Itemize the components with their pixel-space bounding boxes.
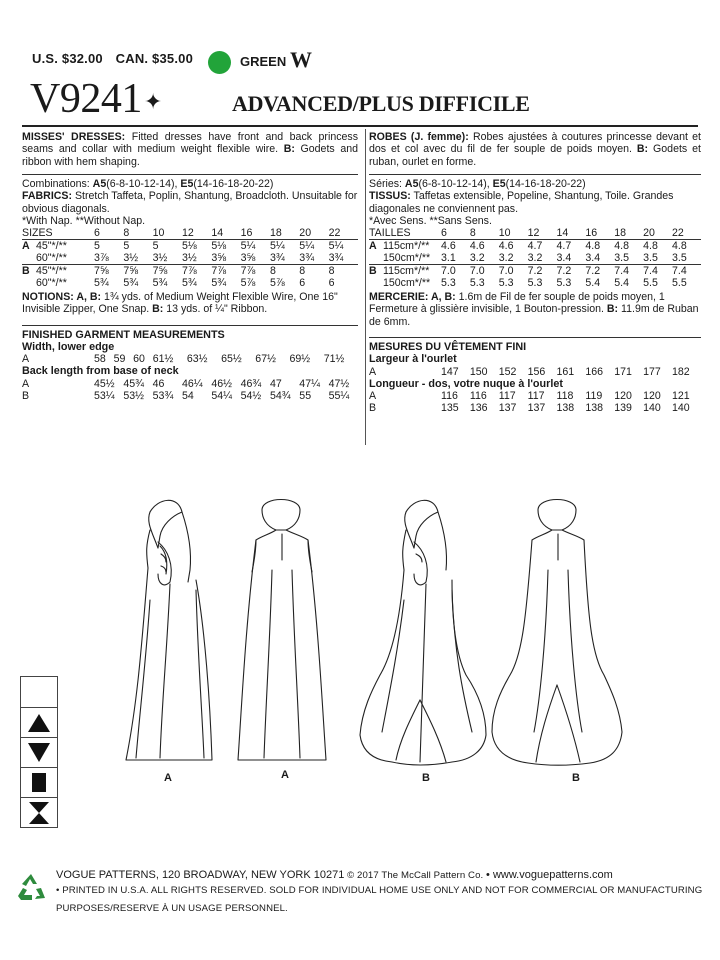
yardage-value: 8 bbox=[329, 265, 358, 278]
yardage-value: 5⅛ bbox=[182, 240, 211, 253]
yardage-value: 5⅛ bbox=[211, 240, 240, 253]
view-letter bbox=[369, 277, 383, 289]
measurement-value: 58 bbox=[94, 353, 106, 366]
fabric-width: 115cm*/** bbox=[383, 265, 441, 278]
copyright: © 2017 The McCall Pattern Co. bbox=[344, 870, 487, 881]
en-fabrics: FABRICS: Stretch Taffeta, Poplin, Shantung, Broadcloth. Unsuitable for obvious diagonals. bbox=[22, 190, 358, 215]
yardage-value: 3½ bbox=[181, 252, 197, 265]
measurement-value: 182 bbox=[672, 365, 690, 378]
yardage-value: 7.2 bbox=[585, 265, 614, 278]
measurement-value: 116 bbox=[441, 389, 458, 402]
yardage-value: 5¾ bbox=[181, 277, 197, 290]
measurement-value: 136 bbox=[469, 401, 488, 414]
french-column bbox=[369, 131, 701, 414]
website-link[interactable]: www.voguepatterns.com bbox=[489, 869, 613, 881]
yardage-value: 3.4 bbox=[556, 252, 572, 265]
size-header: 12 bbox=[527, 227, 540, 240]
measurement-value: 135 bbox=[441, 401, 459, 414]
yardage-value: 3¾ bbox=[299, 252, 315, 265]
yardage-value: 7⅝ bbox=[123, 265, 152, 278]
fr-width-table bbox=[369, 366, 701, 378]
measurement-row bbox=[369, 390, 701, 402]
measurement-value: 137 bbox=[498, 401, 517, 414]
en-width-title: Width, lower edge bbox=[22, 341, 115, 354]
measurement-value: 53¾ bbox=[152, 389, 174, 402]
yardage-value: 4.8 bbox=[614, 240, 643, 253]
measurement-value: 119 bbox=[585, 389, 603, 402]
measurement-value: 65½ bbox=[221, 353, 242, 366]
size-header: 10 bbox=[498, 227, 511, 240]
yardage-value: 5.3 bbox=[469, 277, 485, 290]
fabric-width: 150cm*/** bbox=[383, 252, 431, 265]
footer-printed: • PRINTED IN U.S.A. ALL RIGHTS RESERVED. SOLD FOR INDIVIDUAL HOME USE ONLY AND NOT FOR COMMERCIAL OR MANUFACTURING bbox=[56, 885, 703, 896]
measurement-value: 47¼ bbox=[299, 377, 320, 390]
fabric-width: 60"*/** bbox=[36, 277, 67, 290]
measurement-value: 45½ bbox=[94, 377, 115, 390]
yardage-value: 5.4 bbox=[614, 277, 629, 290]
yardage-value: 3.1 bbox=[441, 252, 456, 265]
view-letter bbox=[369, 252, 383, 265]
measurement-value: 150 bbox=[469, 365, 488, 378]
en-nap-note: *With Nap. **Without Nap. bbox=[22, 214, 146, 227]
fabric-width: 115cm*/** bbox=[383, 240, 441, 253]
measurement-value: 53½ bbox=[123, 389, 144, 402]
en-notions: NOTIONS: A, B: 1¾ yds. of Medium Weight Flexible Wire, One 16" Invisible Zipper, One Snap. B: 13 yds. of ¼" Ribbon. bbox=[22, 291, 338, 316]
view-letter: A bbox=[22, 353, 30, 366]
footer-bullet: • bbox=[486, 869, 490, 881]
measurement-value: 46½ bbox=[211, 377, 232, 390]
pattern-number bbox=[30, 75, 162, 123]
fabric-width: 150cm*/** bbox=[383, 277, 431, 290]
measurement-value: 138 bbox=[585, 401, 604, 414]
dress-b-back-drawing bbox=[492, 500, 622, 766]
yardage-value: 5 bbox=[94, 240, 123, 253]
yardage-value: 8 bbox=[270, 265, 299, 278]
yardage-value: 4.7 bbox=[528, 240, 557, 253]
yardage-value: 3⅝ bbox=[211, 252, 227, 265]
color-name: GREEN bbox=[240, 54, 287, 69]
size-header: 12 bbox=[181, 227, 194, 240]
size-header: 10 bbox=[152, 227, 165, 240]
sizes-label: TAILLES bbox=[369, 227, 411, 240]
yardage-value: 4.8 bbox=[672, 240, 701, 253]
measurement-value: 166 bbox=[585, 365, 604, 378]
measurement-value: 161 bbox=[556, 365, 575, 378]
size-header: 20 bbox=[299, 227, 312, 240]
measurement-value: 152 bbox=[498, 365, 517, 378]
yardage-value: 5¾ bbox=[123, 277, 139, 290]
en-description: MISSES' DRESSES: Fitted dresses have front and back princess seams and collar with medium weight flexible wire. B: Godets and ribbon with hem shaping. bbox=[22, 131, 358, 168]
en-length-table bbox=[22, 378, 358, 402]
yardage-value: 4.6 bbox=[441, 240, 470, 253]
yardage-value: 7⅞ bbox=[182, 265, 211, 278]
yardage-value: 3⅞ bbox=[94, 252, 109, 265]
size-header: 16 bbox=[240, 227, 253, 240]
yardage-value: 4.8 bbox=[585, 240, 614, 253]
header-rule bbox=[22, 125, 698, 127]
en-width-table bbox=[22, 353, 358, 365]
view-letter: B bbox=[22, 389, 30, 402]
en-finished-title: FINISHED GARMENT MEASUREMENTS bbox=[22, 328, 225, 341]
yardage-value: 3.5 bbox=[643, 252, 658, 265]
yardage-row bbox=[22, 265, 358, 278]
yardage-value: 3.4 bbox=[585, 252, 601, 265]
measurement-value: 46¼ bbox=[181, 377, 203, 390]
size-header: 8 bbox=[123, 227, 130, 240]
yardage-value: 7.2 bbox=[557, 265, 586, 278]
publisher-address: VOGUE PATTERNS, 120 BROADWAY, NEW YORK 10271 bbox=[56, 869, 345, 881]
yardage-value: 5¾ bbox=[211, 277, 227, 290]
fabric-width: 45"*/** bbox=[36, 265, 94, 278]
yardage-value: 5¾ bbox=[152, 277, 168, 290]
measurement-value: 54½ bbox=[240, 389, 262, 402]
yardage-value: 8 bbox=[299, 265, 328, 278]
size-header: 6 bbox=[94, 227, 100, 240]
measurement-value: 54¾ bbox=[269, 389, 291, 402]
size-header: 18 bbox=[269, 227, 282, 240]
yardage-value: 3.2 bbox=[469, 252, 485, 265]
fr-nap-note: *Avec Sens. **Sans Sens. bbox=[369, 214, 492, 227]
price-can: CAN. $35.00 bbox=[115, 51, 194, 66]
size-header: 22 bbox=[328, 227, 341, 240]
view-label-b-front: B bbox=[422, 772, 430, 784]
view-letter: A bbox=[369, 365, 377, 378]
yardage-value: 5¼ bbox=[329, 240, 358, 253]
yardage-value: 5 bbox=[123, 240, 152, 253]
yardage-value: 5.3 bbox=[441, 277, 456, 290]
yardage-row bbox=[369, 240, 701, 253]
measurement-value: 45¾ bbox=[123, 377, 144, 390]
view-drawings bbox=[0, 470, 720, 800]
measurement-value: 55¼ bbox=[328, 389, 350, 402]
measurement-value: 140 bbox=[643, 401, 661, 414]
hourglass-icon bbox=[21, 798, 57, 828]
yardage-value: 4.6 bbox=[470, 240, 499, 253]
measurement-value: 147 bbox=[441, 365, 459, 378]
measurement-value: 121 bbox=[672, 389, 690, 402]
fr-width-title: Largeur à l'ourlet bbox=[369, 353, 457, 366]
yardage-value: 3½ bbox=[152, 252, 168, 265]
yardage-row bbox=[369, 252, 701, 265]
dress-a-back-drawing bbox=[238, 500, 326, 761]
measurement-value: 139 bbox=[614, 401, 632, 414]
yardage-value: 5¾ bbox=[94, 277, 109, 290]
size-header: 22 bbox=[672, 227, 684, 240]
english-column bbox=[22, 131, 358, 402]
difficulty-level: ADVANCED/PLUS DIFFICILE bbox=[232, 91, 530, 116]
fr-notions: MERCERIE: A, B: 1.6m de Fil de fer souple de poids moyen, 1 Fermeture à glissière invisible, 1 Bouton-pression. B: 11.9m de Ruban de 6mm. bbox=[369, 291, 699, 328]
en-length-title: Back length from base of neck bbox=[22, 365, 179, 378]
yardage-value: 3.5 bbox=[672, 252, 687, 265]
yardage-value: 5⅞ bbox=[240, 277, 256, 290]
view-letter: A bbox=[369, 389, 377, 402]
yardage-value: 5.5 bbox=[643, 277, 658, 290]
view-label-b-back: B bbox=[572, 772, 580, 784]
view-letter: B bbox=[369, 401, 377, 414]
yardage-row bbox=[22, 277, 358, 289]
fr-length-title: Longueur - dos, votre nuque à l'ourlet bbox=[369, 377, 563, 390]
yardage-value: 5¼ bbox=[241, 240, 270, 253]
measurement-value: 54¼ bbox=[211, 389, 232, 402]
yardage-value: 5.5 bbox=[672, 277, 687, 290]
measurement-row bbox=[22, 353, 358, 365]
yardage-row bbox=[369, 277, 701, 289]
yardage-value: 5¼ bbox=[299, 240, 328, 253]
measurement-value: 55 bbox=[299, 389, 312, 402]
yardage-value: 7.0 bbox=[470, 265, 499, 278]
yardage-value: 6 bbox=[299, 277, 306, 290]
view-letter: A bbox=[369, 240, 383, 253]
measurement-value: 67½ bbox=[255, 353, 276, 366]
en-combinations: Combinations: A5(6-8-10-12-14), E5(14-16-18-20-22) bbox=[22, 178, 274, 190]
yardage-value: 5⅞ bbox=[269, 277, 285, 290]
measurement-row bbox=[22, 378, 358, 390]
dress-a-front-drawing bbox=[126, 500, 212, 760]
en-yardage-table bbox=[22, 227, 358, 289]
measurement-row bbox=[22, 390, 358, 402]
measurement-value: 137 bbox=[527, 401, 546, 414]
measurement-value: 46¾ bbox=[240, 377, 262, 390]
yardage-value: 5.3 bbox=[498, 277, 514, 290]
yardage-value: 5 bbox=[153, 240, 182, 253]
measurement-value: 117 bbox=[498, 389, 516, 402]
fr-finished-title: MESURES DU VÊTEMENT FINI bbox=[369, 341, 527, 354]
pattern-number-text: V9241 bbox=[30, 76, 142, 122]
measurement-value: 60 bbox=[133, 353, 145, 366]
yardage-value: 7⅝ bbox=[94, 265, 123, 278]
view-letter: B bbox=[369, 265, 383, 278]
yardage-value: 4.6 bbox=[499, 240, 528, 253]
view-letter bbox=[22, 252, 36, 265]
sizes-label: SIZES bbox=[22, 227, 53, 240]
measurement-value: 46 bbox=[152, 377, 165, 390]
view-letter: A bbox=[22, 240, 36, 253]
measurement-value: 171 bbox=[614, 365, 632, 378]
measurement-value: 47 bbox=[269, 377, 282, 390]
recycle-icon bbox=[14, 871, 48, 905]
fr-combinations: Séries: A5(6-8-10-12-14), E5(14-16-18-20-22) bbox=[369, 178, 586, 190]
measurement-value: 120 bbox=[643, 389, 661, 402]
measurement-row bbox=[369, 366, 701, 378]
sizes-header-row bbox=[22, 227, 358, 240]
view-letter: B bbox=[22, 265, 36, 278]
yardage-value: 7.0 bbox=[499, 265, 528, 278]
footer-line-1 bbox=[56, 869, 706, 881]
measurement-value: 177 bbox=[643, 365, 661, 378]
yardage-value: 7.0 bbox=[441, 265, 470, 278]
sizes-header-row bbox=[369, 227, 701, 240]
yardage-value: 4.7 bbox=[557, 240, 586, 253]
yardage-row bbox=[369, 265, 701, 278]
yardage-value: 7.4 bbox=[643, 265, 672, 278]
dress-b-front-drawing bbox=[360, 500, 486, 765]
difficulty-star-icon: ✦ bbox=[143, 89, 162, 115]
fr-length-table bbox=[369, 390, 701, 414]
yardage-value: 3⅝ bbox=[240, 252, 256, 265]
yardage-value: 3¾ bbox=[328, 252, 344, 265]
size-header: 20 bbox=[643, 227, 655, 240]
measurement-value: 116 bbox=[469, 389, 487, 402]
footer-purposes: PURPOSES/RESERVE À UN USAGE PERSONNEL. bbox=[56, 903, 288, 914]
view-label-a-front: A bbox=[164, 772, 172, 784]
measurement-value: 120 bbox=[614, 389, 632, 402]
yardage-row bbox=[22, 252, 358, 265]
fr-description: ROBES (J. femme): Robes ajustées à coutures princesse devant et dos et col avec du fil de fer souple de poids moyen. B: Godets et ruban, ourlet en forme. bbox=[369, 131, 701, 168]
yardage-value: 5¼ bbox=[270, 240, 299, 253]
view-label-a-back: A bbox=[281, 769, 289, 781]
size-header: 18 bbox=[614, 227, 627, 240]
size-header: 14 bbox=[556, 227, 569, 240]
price-us: U.S. $32.00 bbox=[32, 51, 103, 66]
yardage-value: 3¾ bbox=[269, 252, 285, 265]
yardage-value: 5.3 bbox=[527, 277, 543, 290]
yardage-value: 3½ bbox=[123, 252, 139, 265]
yardage-value: 6 bbox=[328, 277, 335, 290]
yardage-value: 3.2 bbox=[498, 252, 514, 265]
measurement-value: 61½ bbox=[152, 353, 174, 366]
yardage-value: 7⅝ bbox=[153, 265, 182, 278]
view-letter bbox=[22, 277, 36, 289]
fr-fabrics: TISSUS: Taffetas extensible, Popeline, Shantung, Toile. Grandes diagonales ne conviennent pas. bbox=[369, 190, 674, 215]
measurement-value: 71½ bbox=[323, 353, 345, 366]
size-header: 8 bbox=[469, 227, 476, 240]
view-letter: A bbox=[22, 377, 30, 390]
yardage-value: 7⅞ bbox=[241, 265, 270, 278]
yardage-value: 7.4 bbox=[614, 265, 643, 278]
green-color-dot bbox=[208, 51, 231, 74]
size-header: 14 bbox=[211, 227, 224, 240]
price-line bbox=[32, 51, 202, 66]
yardage-value: 3.5 bbox=[614, 252, 629, 265]
yardage-value: 5.3 bbox=[556, 277, 572, 290]
measurement-value: 59 bbox=[113, 353, 126, 366]
yardage-value: 7⅞ bbox=[211, 265, 240, 278]
column-divider bbox=[365, 129, 366, 445]
measurement-value: 69½ bbox=[289, 353, 311, 366]
fabric-width: 60"*/** bbox=[36, 252, 67, 265]
measurement-value: 117 bbox=[527, 389, 545, 402]
measurement-value: 138 bbox=[556, 401, 575, 414]
w-mark: W bbox=[290, 47, 312, 72]
measurement-value: 156 bbox=[527, 365, 546, 378]
yardage-value: 3.2 bbox=[527, 252, 543, 265]
measurement-value: 54 bbox=[181, 389, 194, 402]
measurement-row bbox=[369, 402, 701, 414]
size-header: 6 bbox=[441, 227, 447, 240]
measurement-value: 118 bbox=[556, 389, 574, 402]
yardage-row bbox=[22, 240, 358, 253]
size-header: 16 bbox=[585, 227, 598, 240]
measurement-value: 53¼ bbox=[94, 389, 115, 402]
measurement-value: 140 bbox=[672, 401, 690, 414]
yardage-value: 7.4 bbox=[672, 265, 701, 278]
fr-yardage-table bbox=[369, 227, 701, 289]
measurement-value: 63½ bbox=[186, 353, 208, 366]
measurement-value: 47½ bbox=[328, 377, 350, 390]
yardage-value: 7.2 bbox=[528, 265, 557, 278]
yardage-value: 5.4 bbox=[585, 277, 601, 290]
yardage-value: 4.8 bbox=[643, 240, 672, 253]
fabric-width: 45"*/** bbox=[36, 240, 94, 253]
